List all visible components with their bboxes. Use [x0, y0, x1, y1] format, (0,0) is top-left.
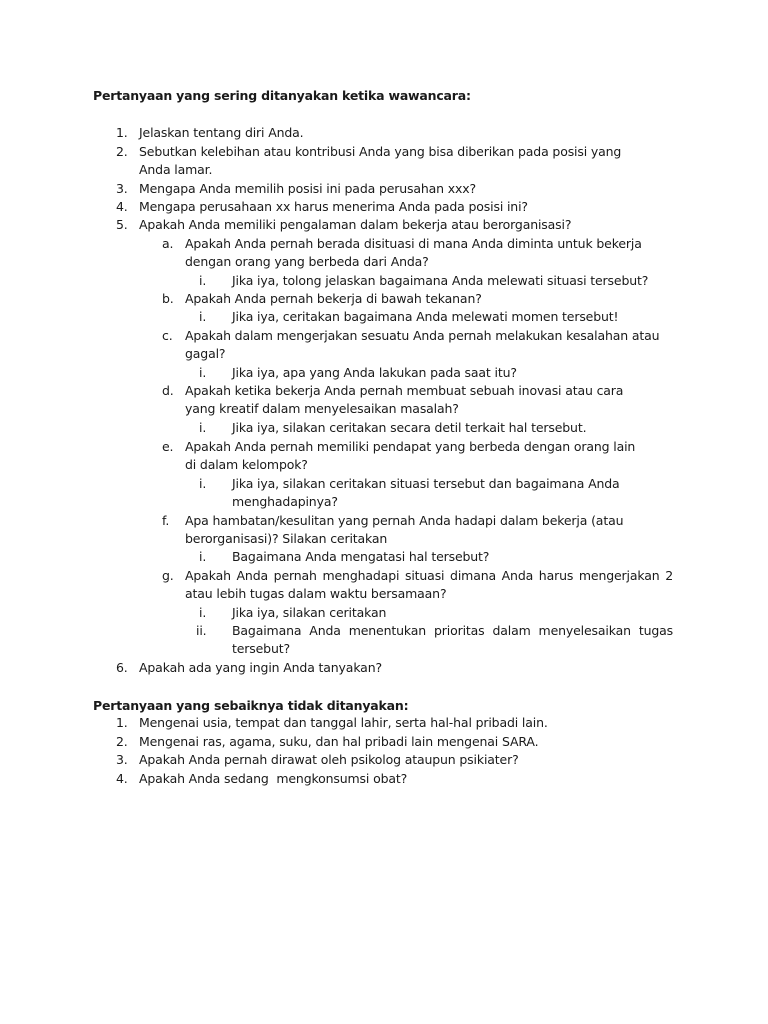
list-marker: 5. [116, 217, 128, 232]
section-heading-questions-to-avoid [93, 697, 408, 715]
list-item-text: Jika iya, silakan ceritakan situasi tersebut dan bagaimana Anda menghadapinya? [232, 476, 620, 510]
list-marker: 1. [116, 715, 128, 730]
list-item-text: Bagaimana Anda menentukan prioritas dalam menyelesaikan tugas tersebut? [232, 623, 673, 657]
list-item-text: Jika iya, silakan ceritakan secara detil terkait hal tersebut. [232, 420, 587, 435]
list-item-text: Jika iya, silakan ceritakan [232, 605, 387, 620]
list-marker: f. [162, 513, 170, 528]
heading-text: Pertanyaan yang sering ditanyakan ketika wawancara [93, 88, 466, 103]
list-item-text: Apakah Anda pernah berada disituasi di mana Anda diminta untuk bekerja dengan orang yang berbeda dari Anda? [185, 236, 642, 270]
list-item-text: Apakah Anda pernah memiliki pendapat yang berbeda dengan orang lain di dalam kelompok? [185, 439, 636, 473]
list-item-text: Jelaskan tentang diri Anda. [139, 125, 304, 140]
section-heading-frequent-questions [93, 87, 471, 105]
list-marker: 2. [116, 734, 128, 749]
list-marker: a. [162, 236, 174, 251]
list-marker: b. [162, 291, 174, 306]
list-item-text: Mengenai usia, tempat dan tanggal lahir, serta hal-hal pribadi lain. [139, 715, 548, 730]
list-marker: 6. [116, 660, 128, 675]
list-marker: 3. [116, 181, 128, 196]
list-item-text: Apakah dalam mengerjakan sesuatu Anda pernah melakukan kesalahan atau gagal? [185, 328, 660, 362]
list-item-text: Apakah Anda sedang mengkonsumsi obat? [139, 771, 408, 786]
heading-text: Pertanyaan yang sebaiknya tidak ditanyakan [93, 698, 404, 713]
list-item-text: Apakah Anda memiliki pengalaman dalam bekerja atau berorganisasi? [139, 217, 572, 232]
list-item-text: Jika iya, tolong jelaskan bagaimana Anda melewati situasi tersebut? [232, 273, 649, 288]
list-item-text: Mengenai ras, agama, suku, dan hal pribadi lain mengenai SARA. [139, 734, 539, 749]
list-item-text: Bagaimana Anda mengatasi hal tersebut? [232, 549, 490, 564]
list-item-text: Apakah Anda pernah dirawat oleh psikolog ataupun psikiater? [139, 752, 519, 767]
list-marker: i. [199, 420, 207, 435]
list-marker: 2. [116, 144, 128, 159]
list-marker: c. [162, 328, 173, 343]
list-item-text: Sebutkan kelebihan atau kontribusi Anda yang bisa diberikan pada posisi yang Anda lamar. [139, 144, 622, 178]
list-item-text: Jika iya, apa yang Anda lakukan pada saat itu? [232, 365, 517, 380]
list-item-text: Apakah Anda pernah bekerja di bawah tekanan? [185, 291, 482, 306]
list-item-text: Apa hambatan/kesulitan yang pernah Anda hadapi dalam bekerja (atau berorganisasi)? Silakan ceritakan [185, 513, 624, 547]
list-marker: 4. [116, 199, 128, 214]
list-item-text: Mengapa perusahaan xx harus menerima Anda pada posisi ini? [139, 199, 528, 214]
list-marker: 1. [116, 125, 128, 140]
list-marker: i. [199, 273, 207, 288]
list-marker: 3. [116, 752, 128, 767]
list-marker: e. [162, 439, 174, 454]
heading-colon: : [465, 88, 471, 103]
list-marker: i. [199, 365, 207, 380]
list-item-text: Mengapa Anda memilih posisi ini pada perusahan xxx? [139, 181, 477, 196]
list-item-text: Jika iya, ceritakan bagaimana Anda melewati momen tersebut! [232, 309, 619, 324]
list-marker: i. [199, 605, 207, 620]
list-marker: g. [162, 568, 174, 583]
list-marker: i. [199, 476, 207, 491]
list-marker: 4. [116, 771, 128, 786]
list-item-text: Apakah ketika bekerja Anda pernah membuat sebuah inovasi atau cara yang kreatif dalam menyelesaikan masalah? [185, 383, 624, 417]
list-marker: d. [162, 383, 174, 398]
list-item-text: Apakah Anda pernah menghadapi situasi dimana Anda harus mengerjakan 2 atau lebih tugas dalam waktu bersamaan? [185, 568, 673, 602]
list-marker: ii. [196, 623, 207, 638]
list-marker: i. [199, 549, 207, 564]
list-marker: i. [199, 309, 207, 324]
list-item-text: Apakah ada yang ingin Anda tanyakan? [139, 660, 382, 675]
heading-colon: : [403, 698, 409, 713]
